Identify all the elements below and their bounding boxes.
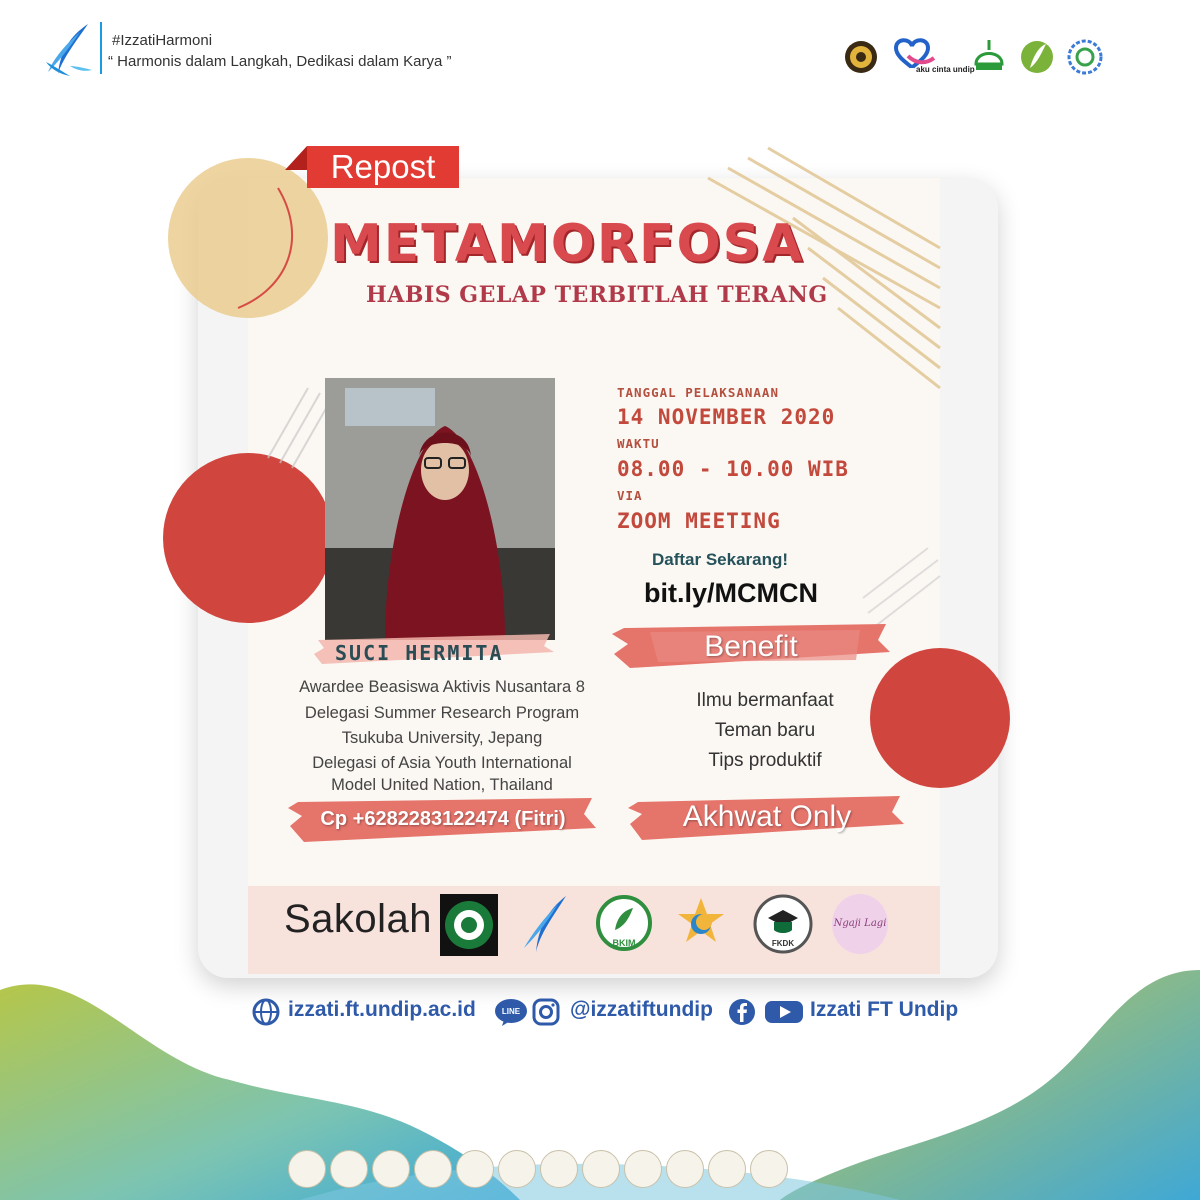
event-time: 08.00 - 10.00 WIB [617, 457, 849, 481]
bkim-label: BKIM [612, 938, 636, 948]
aku-cinta-undip-icon [890, 34, 975, 80]
leaf-circle-icon [1018, 34, 1056, 80]
sponsor-sakolah: Sakolah [284, 897, 433, 941]
register-link[interactable]: bit.ly/MCMCN [644, 578, 818, 608]
line-label: LINE [501, 1007, 521, 1016]
facebook-icon[interactable] [728, 998, 756, 1026]
time-label: WAKTU [617, 436, 660, 451]
poster-subtitle: HABIS GELAP TERBITLAH TERANG [366, 282, 828, 308]
instagram-icon[interactable] [532, 998, 560, 1026]
undip-seal-icon [842, 34, 880, 80]
motto: “ Harmonis dalam Langkah, Dedikasi dalam Karya ” [108, 53, 452, 70]
aku-cinta-undip-caption: aku cinta undip [916, 65, 975, 74]
speaker-credential: Tsukuba University, Jepang [341, 729, 543, 747]
speaker-name: SUCI HERMITA [335, 641, 504, 665]
register-cta: Daftar Sekarang! [652, 550, 789, 569]
line-icon[interactable] [494, 998, 528, 1026]
izzati-feather-logo-icon [40, 22, 96, 80]
partner-logo [750, 1150, 788, 1188]
partner-logo [414, 1150, 452, 1188]
repost-badge: Repost [307, 146, 459, 188]
partner-logo [582, 1150, 620, 1188]
social-name[interactable]: Izzati FT Undip [810, 998, 959, 1021]
event-date: 14 NOVEMBER 2020 [617, 405, 836, 429]
speaker-photo [325, 378, 555, 640]
website-link[interactable]: izzati.ft.undip.ac.id [288, 998, 476, 1021]
izzati-feather-sponsor-icon [518, 894, 574, 956]
benefit-banner [610, 622, 892, 670]
contact-person: Cp +6282283122474 (Fitri) [320, 808, 566, 830]
star-crescent-sponsor-icon [672, 894, 730, 956]
speaker-credential: Awardee Beasiswa Aktivis Nusantara 8 [299, 678, 585, 696]
partner-logo [624, 1150, 662, 1188]
benefit-item: Tips produktif [708, 750, 822, 771]
speaker-credential: Model United Nation, Thailand [331, 776, 553, 794]
green-seal-sponsor-icon [440, 894, 498, 956]
globe-icon [252, 998, 280, 1026]
event-platform: ZOOM MEETING [617, 509, 781, 533]
partner-logo [330, 1150, 368, 1188]
header [0, 0, 1200, 110]
date-label: TANGGAL PELAKSANAAN [617, 385, 779, 400]
ngaji-lagi-sponsor-icon [830, 892, 890, 956]
partner-logo [372, 1150, 410, 1188]
via-label: VIA [617, 488, 643, 503]
fkdk-sponsor-icon [752, 892, 814, 956]
speaker-credential: Delegasi of Asia Youth International [312, 754, 572, 772]
repost-fold [285, 146, 307, 170]
instagram-handle[interactable]: @izzatiftundip [570, 998, 713, 1021]
speaker-credential: Delegasi Summer Research Program [304, 704, 580, 722]
partner-logo [288, 1150, 326, 1188]
benefit-item: Ilmu bermanfaat [696, 690, 834, 711]
fkdk-label: FKDK [771, 939, 795, 948]
audience-label: Akhwat Only [682, 800, 852, 833]
mosque-dome-icon [970, 34, 1008, 80]
benefit-item: Teman baru [714, 720, 816, 741]
poster-title: METAMORFOSA [330, 214, 805, 274]
partner-logo [708, 1150, 746, 1188]
audience-banner [628, 794, 906, 842]
partner-logo [666, 1150, 704, 1188]
partner-logo [540, 1150, 578, 1188]
bottom-partner-logos [288, 1150, 788, 1188]
hashtag: #IzzatiHarmoni [112, 32, 213, 49]
partner-logo [456, 1150, 494, 1188]
youtube-icon[interactable] [764, 998, 804, 1026]
bkim-sponsor-icon [595, 894, 653, 956]
ngaji-lagi-label: Ngaji Lagi [833, 918, 887, 929]
partner-logos [842, 34, 1104, 80]
contact-banner [288, 796, 598, 844]
gear-badge-icon [1066, 34, 1104, 80]
partner-logo [498, 1150, 536, 1188]
header-divider [100, 22, 102, 74]
benefit-heading: Benefit [704, 630, 798, 663]
